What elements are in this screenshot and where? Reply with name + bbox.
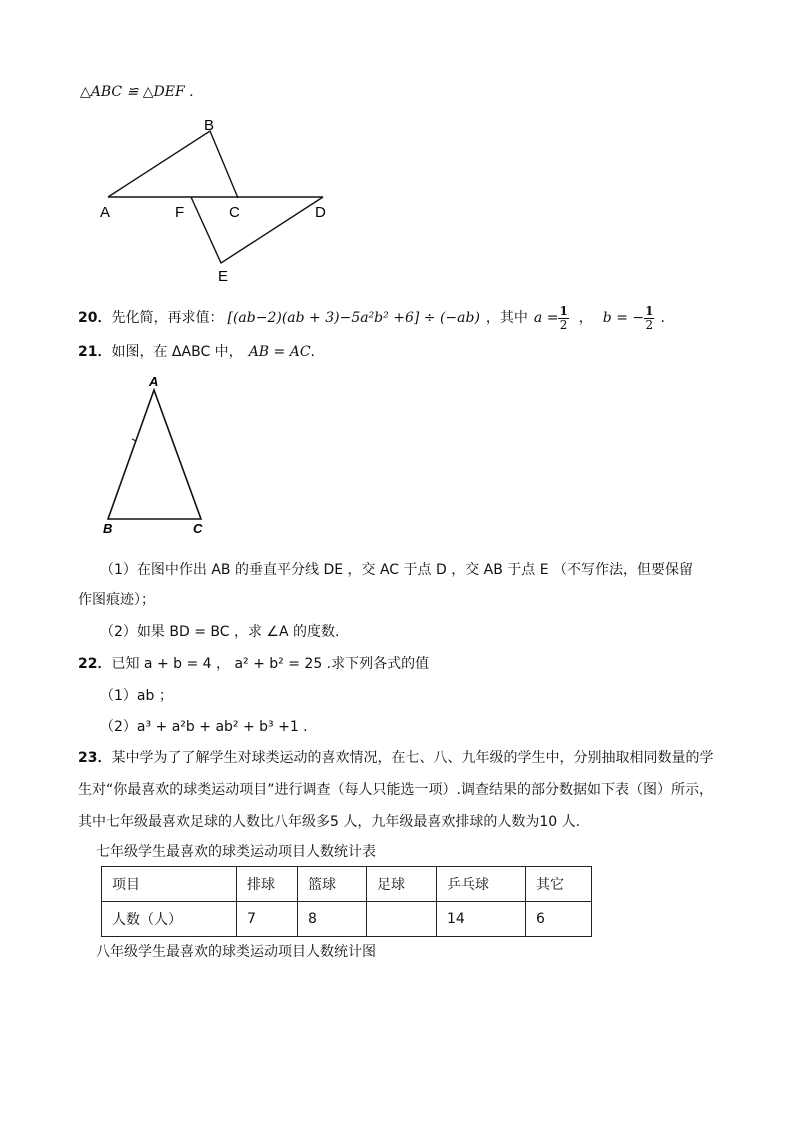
question-22 [78,654,429,674]
fraction-a [558,305,568,332]
table-cell: 6 [526,902,592,937]
table-cell: 8 [298,902,367,937]
table-cell: 项目 [102,867,237,902]
period: . [310,344,315,360]
question-number: 22． [78,656,112,672]
label-B: B [204,117,215,134]
question-21-part-2: （2）如果 BD = BC ，求 ∠A 的度数. [100,624,340,640]
label-A: A [149,374,159,389]
question-number: 21． [78,344,112,360]
table-cell: 7 [237,902,298,937]
fraction-b [644,305,654,332]
a-lhs: a = [533,310,559,326]
fraction-numerator: 1 [645,303,654,318]
fraction-denominator: 2 [559,317,568,332]
question-22-part-1: （1）ab ； [100,688,173,704]
figure-two-triangles [90,112,350,290]
label-C: C [193,521,203,536]
condition: AB = AC [248,344,311,360]
table-cell: 乒乓球 [437,867,526,902]
congruence-statement: △ABC ≌ △DEF . [80,84,194,100]
table-cell: 篮球 [298,867,367,902]
question-20 [78,300,665,336]
label-B: B [103,521,113,536]
chart-caption: 八年级学生最喜欢的球类运动项目人数统计图 [96,944,376,960]
question-22-part-2: （2）a³ + a²b + ab² + b³ +1 . [100,719,308,735]
table-cell: 排球 [237,867,298,902]
expression: [(ab−2)(ab + 3)−5a²b² +6] ÷ (−ab) [227,310,480,326]
question-number: 23． [78,750,112,766]
table-header-row [102,867,592,902]
label-D: D [315,204,326,221]
table-cell: 人数（人） [102,902,237,937]
statistics-table [101,866,592,937]
b-lhs: b = − [602,310,645,326]
question-23-line-3: 其中七年级最喜欢足球的人数比八年级多5 人，九年级最喜欢排球的人数为10 人. [78,814,581,830]
table-row [102,902,592,937]
fraction-numerator: 1 [559,303,568,318]
table-cell: 其它 [526,867,592,902]
label-C: C [229,204,240,221]
triangle-abc [108,390,201,519]
where-text: ，其中 [485,310,528,326]
triangle-abc-sides [108,131,238,198]
question-23-line-2: 生对“你最喜欢的球类运动项目”进行调查（每人只能选一项）.调查结果的部分数据如下表（图）所示， [78,782,713,798]
question-number: 20． [78,310,112,326]
question-21-part-1-line-2: 作图痕迹）； [78,592,155,608]
question-21-part-1-line-1: （1）在图中作出 AB 的垂直平分线 DE ，交 AC 于点 D ，交 AB 于点 E （不写作法，但要保留 [100,562,694,578]
label-F: F [175,204,185,221]
triangle-def-sides [191,197,323,263]
period: . [660,310,665,326]
figure-isosceles-triangle [98,372,218,538]
table-cell: 足球 [367,867,437,902]
question-text: 如图，在 ΔABC 中， [111,344,243,360]
separator: ， [578,310,593,326]
label-A: A [100,204,111,221]
table-caption: 七年级学生最喜欢的球类运动项目人数统计表 [96,844,376,860]
question-text: 先化简，再求值： [111,310,224,326]
question-23-line-1 [78,748,713,768]
question-21 [78,342,315,362]
fraction-denominator: 2 [645,317,654,332]
label-E: E [218,268,229,285]
question-text: 某中学为了了解学生对球类运动的喜欢情况，在七、八、九年级的学生中，分别抽取相同数量的学 [111,750,714,766]
table-cell: 14 [437,902,526,937]
table-cell [367,902,437,937]
question-text: 已知 a + b = 4 ， a² + b² = 25 .求下列各式的值 [111,656,430,672]
